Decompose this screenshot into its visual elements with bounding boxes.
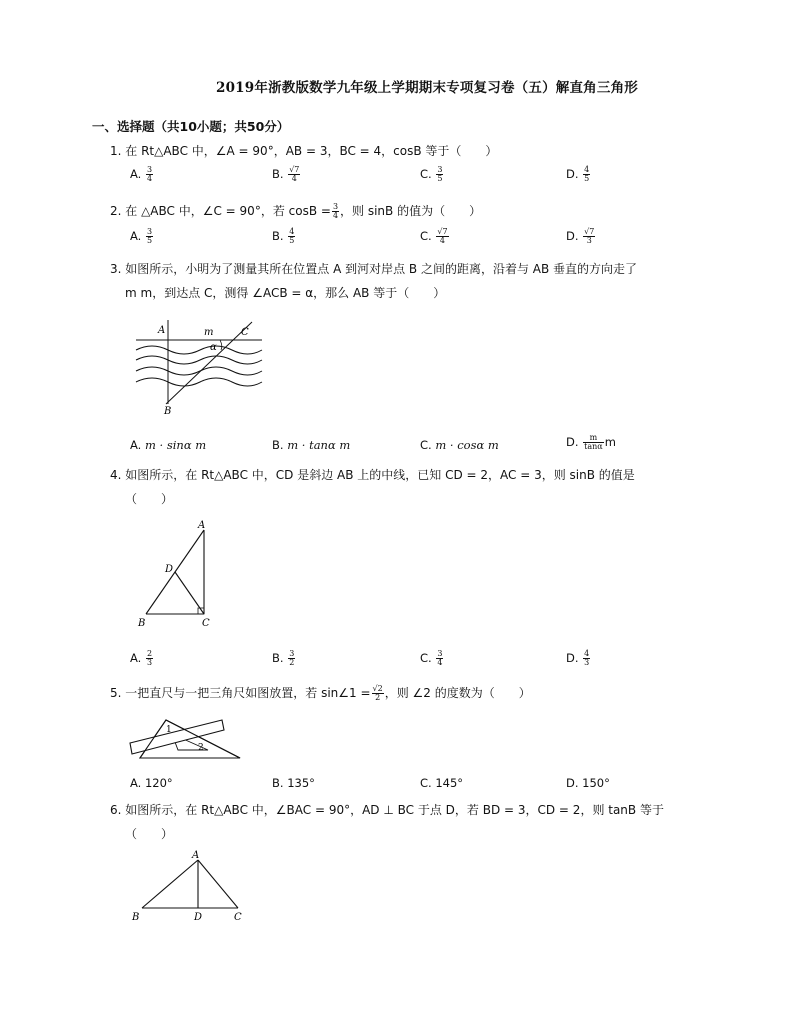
option-d[interactable]: D. $\frac{√7}{3}$ — [566, 227, 595, 245]
label-b: B — [138, 618, 146, 629]
ruler-triangle-figure — [128, 716, 244, 764]
option-a[interactable]: A. $\frac{2}{3}$ — [130, 649, 153, 667]
option-c[interactable]: C. $\frac{3}{4}$ — [420, 649, 443, 667]
question-4-line-2: （ ） — [125, 492, 174, 506]
question-3-line-2: m m，到达点 C，测得 ∠ACB = α，那么 AB 等于（ ） — [125, 286, 446, 300]
label-m: m — [204, 327, 214, 338]
option-c[interactable]: C. m · cosα m — [420, 438, 499, 452]
label-angle-2: 2 — [198, 743, 204, 753]
label-a: A — [192, 850, 200, 861]
option-b[interactable]: B. m · tanα m — [272, 438, 351, 452]
section-heading: 一、选择题（共10小题；共50分） — [92, 119, 290, 134]
option-d[interactable]: D. $\frac{4}{3}$ — [566, 649, 590, 667]
option-a[interactable]: A. $\frac{3}{4}$ — [130, 165, 153, 183]
question-6-line-1: 6. 如图所示，在 Rt△ABC 中，∠BAC = 90°，AD ⊥ BC 于点 D，若 BD = 3，CD = 2，则 tanB 等于 — [110, 803, 664, 817]
option-a[interactable]: A. m · sinα m — [130, 438, 207, 452]
label-c: C — [241, 327, 249, 338]
option-b[interactable]: B. $\frac{√7}{4}$ — [272, 165, 300, 183]
label-a: A — [198, 520, 206, 531]
question-3-line-1: 3. 如图所示，小明为了测量其所在位置点 A 到河对岸点 B 之间的距离，沿着与 AB 垂直的方向走了 — [110, 262, 638, 276]
question-6-line-2: （ ） — [125, 827, 174, 841]
option-d[interactable]: D. $\frac{4}{5}$ — [566, 165, 590, 183]
label-b: B — [132, 912, 140, 923]
label-a: A — [158, 325, 166, 336]
label-b: B — [164, 406, 172, 417]
option-b[interactable]: B. $\frac{3}{2}$ — [272, 649, 295, 667]
option-c[interactable]: C. $\frac{√7}{4}$ — [420, 227, 448, 245]
label-alpha: α — [210, 342, 217, 353]
option-c[interactable]: C. $\frac{3}{5}$ — [420, 165, 443, 183]
option-a[interactable]: A. $\frac{3}{5}$ — [130, 227, 153, 245]
label-c: C — [202, 618, 210, 629]
option-a[interactable]: A. 120° — [130, 776, 173, 790]
question-1-text: 1. 在 Rt△ABC 中，∠A = 90°，AB = 3，BC = 4，cosB 等于（ ） — [110, 144, 498, 158]
option-b[interactable]: B. $\frac{4}{5}$ — [272, 227, 295, 245]
label-c: C — [234, 912, 242, 923]
triangle-figure-q6 — [128, 848, 248, 924]
question-4-line-1: 4. 如图所示，在 Rt△ABC 中，CD 是斜边 AB 上的中线，已知 CD = 2，AC = 3，则 sinB 的值是 — [110, 468, 635, 482]
river-figure — [128, 318, 268, 418]
label-d: D — [194, 912, 203, 923]
page-title: 2019年浙教版数学九年级上学期期末专项复习卷（五）解直角三角形 — [216, 80, 638, 96]
option-d[interactable]: D. 150° — [566, 776, 610, 790]
option-c[interactable]: C. 145° — [420, 776, 464, 790]
option-b[interactable]: B. 135° — [272, 776, 315, 790]
label-d: D — [165, 564, 174, 575]
question-5-text: 5. 一把直尺与一把三角尺如图放置，若 sin∠1 = $\frac{√2}{2}$ ，则 ∠2 的度数为（ ） — [110, 684, 531, 702]
question-2-text: 2. 在 △ABC 中，∠C = 90°，若 cosB = $\frac{3}{4}$ ，则 sinB 的值为（ ） — [110, 202, 482, 220]
option-d[interactable]: D. $\frac{m}{\tan\alpha}$ m — [566, 433, 616, 451]
triangle-figure-q4 — [134, 520, 218, 630]
label-angle-1: 1 — [166, 725, 172, 735]
